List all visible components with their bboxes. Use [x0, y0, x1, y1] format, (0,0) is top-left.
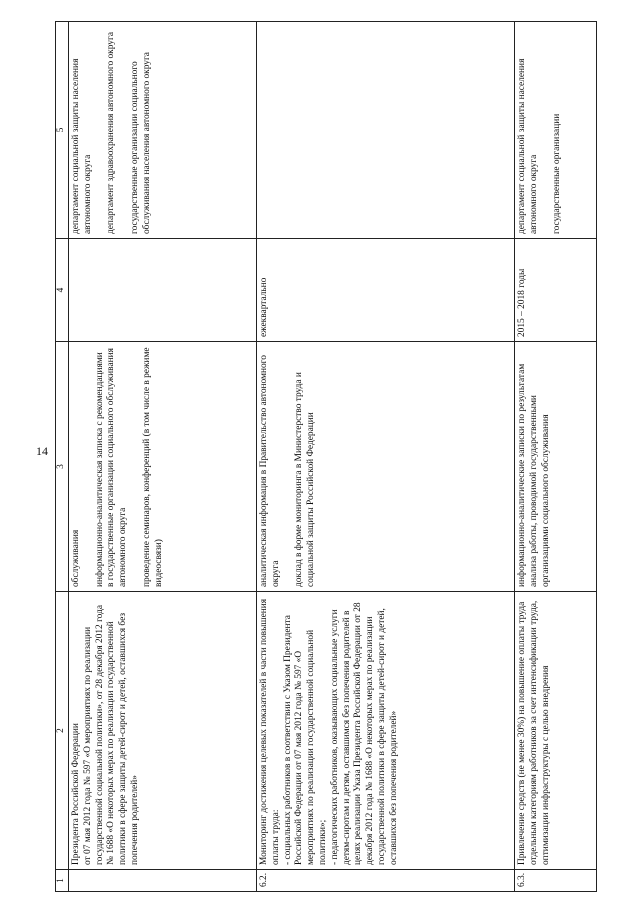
task-cell: Мониторинг достижения целевых показателей в части повышения оплаты труда: - социальных работников в соответствии с Указом Президента Российской Федерации от 07 мая 2012 года № 597 «О мероприятиях по реализации государственной социальной политики»; - педагогических работников, оказывающих социальные услуги детям-сиротам и детям, оставшимся без попечения родителей в целях реализации Указа Президента Российской Федерации от 28 декабря 2012 года № 1688 «О некоторых мерах по реализации государственной политики в сфере защиты детей-сирот и детей, оставшихся без попечения родителей» — [257, 592, 515, 870]
doc-item: информационно-аналитическая записка с рекомендациями в государственные организации социального обслуживания автономного округа — [94, 348, 129, 587]
header-cell: 1 — [56, 870, 69, 892]
header-cell: 2 — [56, 592, 69, 870]
term-cell — [69, 239, 257, 342]
row-number — [69, 870, 257, 892]
docs-cell — [257, 342, 515, 592]
table-row — [515, 22, 597, 892]
responsible-item: государственные организации социального обслуживания населения автономного округа — [129, 52, 152, 234]
doc-item: проведение семинаров, конференций (в том числе в режиме видеосвязи) — [141, 347, 164, 587]
task-cell: Привлечение средств (не менее 30%) на повышение оплаты труда отдельным категориям работников за счет интенсификации труда, оптимизации инфраструктуры с целью внедрения — [515, 592, 597, 870]
row-number: 6.2. — [257, 870, 515, 892]
header-cell: 5 — [56, 22, 69, 239]
doc-item: информационно-аналитические записки по результатам анализа работы, проводимой государственными организациями социального обслуживания — [517, 363, 551, 587]
responsible-cell — [515, 22, 597, 239]
docs-cell — [515, 342, 597, 592]
doc-item: доклад в форме мониторинга в Министерство труда и социальной защиты Российской Федерации — [294, 372, 317, 587]
responsible-item: департамент социальной защиты населения автономного округа — [71, 58, 93, 234]
plan-table — [55, 21, 597, 892]
term-cell: 2015 – 2018 годы — [515, 239, 597, 342]
task-cell: Президента Российской Федерации от 07 мая 2012 года № 597 «О мероприятиях по реализации государственной социальной политики», от 28 декабря 2012 года № 1688 «О некоторых мерах по реализации государственной политики в сфере защиты детей-сирот и детей, оставшихся без попечения родителей» — [69, 592, 257, 870]
term-cell: ежеквартально — [257, 239, 515, 342]
header-cell: 4 — [56, 239, 69, 342]
doc-item: обслуживания — [71, 529, 81, 587]
responsible-item: департамент здравоохранения автономного округа — [106, 32, 117, 234]
responsible-cell — [69, 22, 257, 239]
responsible-item: государственные организации — [552, 113, 563, 234]
row-number: 6.3. — [515, 870, 597, 892]
doc-item: аналитическая информация в Правительство автономного округа — [259, 355, 281, 587]
table-header-row — [56, 22, 69, 892]
table-row — [257, 22, 515, 892]
rotated-table-container — [55, 22, 605, 892]
page-number: 14 — [36, 444, 48, 458]
responsible-cell — [257, 22, 515, 239]
responsible-item: департамент социальной защиты населения автономного округа — [517, 58, 539, 234]
docs-cell — [69, 342, 257, 592]
header-cell: 3 — [56, 342, 69, 592]
table-row — [69, 22, 257, 892]
